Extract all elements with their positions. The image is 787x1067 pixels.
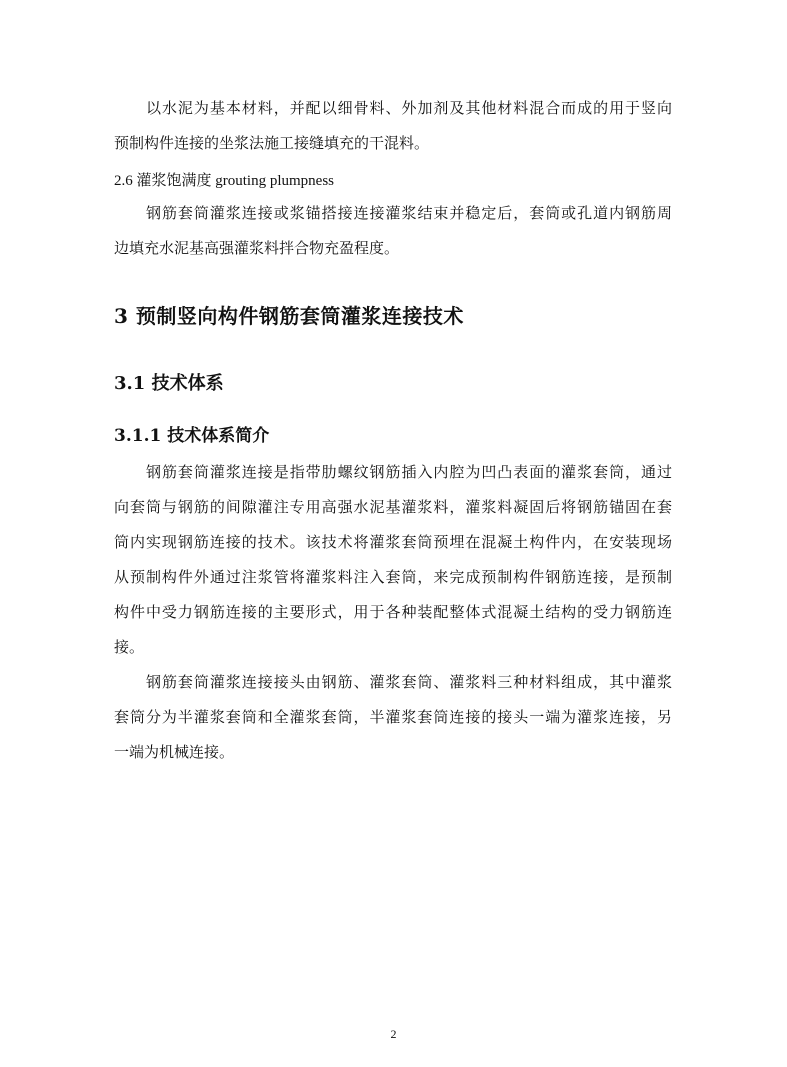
paragraph-line: 钢筋套筒灌浆连接接头由钢筋、灌浆套筒、灌浆料三种材料组成，其中灌浆 — [146, 673, 672, 691]
section-heading: 3.1 技术体系 — [114, 373, 224, 394]
subsection-heading: 3.1.1 技术体系简介 — [114, 426, 270, 446]
paragraph-line: 向套筒与钢筋的间隙灌注专用高强水泥基灌浆料，灌浆料凝固后将钢筋锚固在套 — [114, 498, 672, 516]
paragraph-line: 预制构件连接的坐浆法施工接缝填充的干混料。 — [114, 134, 430, 152]
paragraph-line: 接。 — [114, 638, 145, 656]
paragraph-line: 套筒分为半灌浆套筒和全灌浆套筒，半灌浆套筒连接的接头一端为灌浆连接，另 — [114, 708, 672, 726]
paragraph-line: 筒内实现钢筋连接的技术。该技术将灌浆套筒预埋在混凝土构件内，在安装现场 — [114, 533, 672, 551]
term-heading: 2.6 灌浆饱满度 grouting plumpness — [114, 173, 334, 189]
paragraph-line: 构件中受力钢筋连接的主要形式，用于各种装配整体式混凝土结构的受力钢筋连 — [114, 603, 672, 621]
chapter-heading: 3 预制竖向构件钢筋套筒灌浆连接技术 — [114, 304, 464, 328]
paragraph-line: 边填充水泥基高强灌浆料拌合物充盈程度。 — [114, 239, 400, 257]
paragraph-line: 钢筋套筒灌浆连接是指带肋螺纹钢筋插入内腔为凹凸表面的灌浆套筒，通过 — [146, 463, 672, 481]
page-number: 2 — [390, 1027, 397, 1041]
paragraph-line: 从预制构件外通过注浆管将灌浆料注入套筒，来完成预制构件钢筋连接，是预制 — [114, 568, 672, 586]
paragraph-line: 钢筋套筒灌浆连接或浆锚搭接连接灌浆结束并稳定后，套筒或孔道内钢筋周 — [146, 204, 672, 222]
paragraph-line: 以水泥为基本材料，并配以细骨料、外加剂及其他材料混合而成的用于竖向 — [146, 99, 672, 117]
paragraph-line: 一端为机械连接。 — [114, 743, 235, 761]
